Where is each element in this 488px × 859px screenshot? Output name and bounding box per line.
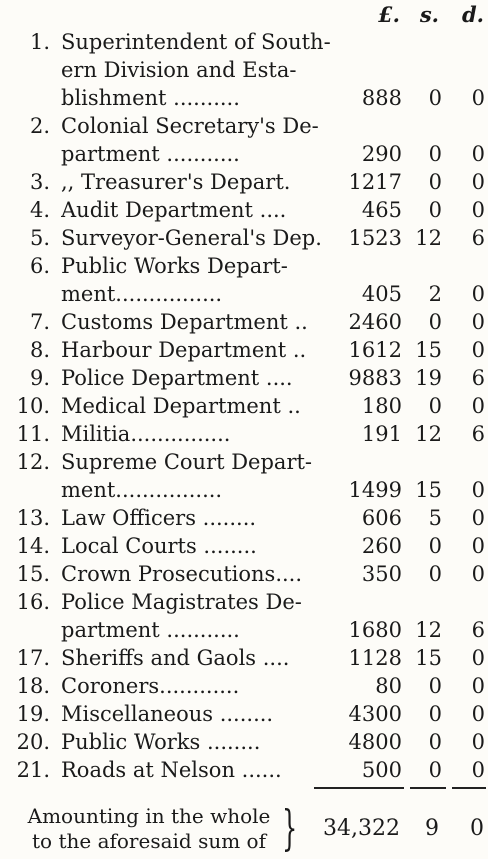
item-shillings: 0	[428, 562, 442, 586]
item-line	[0, 588, 488, 616]
shillings-header: s.	[419, 2, 439, 27]
item-line	[0, 112, 488, 140]
item-pence: 0	[471, 338, 485, 362]
item-line	[0, 364, 488, 392]
item-line	[0, 224, 488, 252]
item-line	[0, 420, 488, 448]
item-description: Roads at Nelson ......	[61, 758, 282, 782]
item-shillings: 2	[428, 282, 442, 306]
item-pounds: 1499	[348, 478, 402, 502]
item-line	[0, 280, 488, 308]
item-pounds: 350	[361, 562, 402, 586]
item-shillings: 15	[415, 646, 442, 670]
item-line	[0, 728, 488, 756]
pence-header: d.	[462, 2, 484, 27]
item-pence: 0	[471, 534, 485, 558]
item-number: 17.	[16, 646, 50, 670]
item-pence: 0	[471, 478, 485, 502]
total-rule-shillings	[410, 787, 446, 789]
item-line	[0, 532, 488, 560]
item-description: Local Courts ........	[61, 534, 257, 558]
item-line	[0, 196, 488, 224]
item-description: ment................	[61, 478, 223, 502]
item-shillings: 0	[428, 674, 442, 698]
item-description: Law Officers ........	[61, 506, 257, 530]
item-pence: 0	[471, 758, 485, 782]
item-description: Medical Department ..	[61, 394, 301, 418]
item-description: Public Works ........	[61, 730, 261, 754]
item-description: partment ...........	[61, 142, 240, 166]
item-number: 6.	[29, 254, 50, 278]
item-pence: 0	[471, 506, 485, 530]
item-shillings: 5	[428, 506, 442, 530]
item-pounds: 500	[361, 758, 402, 782]
item-pounds: 405	[361, 282, 402, 306]
item-line	[0, 336, 488, 364]
item-shillings: 0	[428, 730, 442, 754]
item-number: 21.	[16, 758, 50, 782]
item-line	[0, 28, 488, 56]
pounds-header: £.	[378, 2, 400, 27]
item-description: Superintendent of South-	[61, 30, 331, 54]
item-pence: 6	[471, 618, 485, 642]
item-shillings: 0	[428, 394, 442, 418]
item-number: 14.	[16, 534, 50, 558]
item-description: Police Magistrates De-	[61, 590, 302, 614]
item-shillings: 19	[415, 366, 442, 390]
item-pence: 0	[471, 674, 485, 698]
total-shillings: 9	[425, 816, 439, 841]
brace-icon: }	[282, 800, 298, 856]
item-line	[0, 84, 488, 112]
item-pence: 0	[471, 170, 485, 194]
item-shillings: 0	[428, 758, 442, 782]
item-line	[0, 448, 488, 476]
item-description: Sheriffs and Gaols ....	[61, 646, 290, 670]
item-pounds: 4300	[348, 702, 402, 726]
item-number: 3.	[29, 170, 50, 194]
item-pence: 0	[471, 142, 485, 166]
column-header	[0, 2, 488, 28]
item-description: Coroners............	[61, 674, 240, 698]
item-number: 9.	[29, 366, 50, 390]
item-pounds: 1612	[348, 338, 402, 362]
item-pence: 0	[471, 562, 485, 586]
item-pounds: 9883	[348, 366, 402, 390]
item-number: 4.	[29, 198, 50, 222]
item-line	[0, 644, 488, 672]
total-rule-pounds	[314, 787, 404, 789]
item-description: Customs Department ..	[61, 310, 308, 334]
item-pounds: 2460	[348, 310, 402, 334]
item-description: Surveyor-General's Dep.	[61, 226, 322, 250]
item-number: 19.	[16, 702, 50, 726]
item-line	[0, 700, 488, 728]
item-description: ment................	[61, 282, 223, 306]
item-shillings: 0	[428, 702, 442, 726]
item-pounds: 290	[361, 142, 402, 166]
item-line	[0, 672, 488, 700]
item-pence: 6	[471, 422, 485, 446]
item-description: Crown Prosecutions....	[61, 562, 303, 586]
item-pence: 6	[471, 366, 485, 390]
item-line	[0, 756, 488, 784]
total-label-line1: Amounting in the whole	[27, 804, 271, 828]
item-description: ,, Treasurer's Depart.	[61, 170, 291, 194]
item-pounds: 180	[361, 394, 402, 418]
item-pounds: 191	[361, 422, 402, 446]
item-number: 11.	[16, 422, 50, 446]
item-description: blishment ..........	[61, 86, 240, 110]
item-line	[0, 504, 488, 532]
total-rule-pence	[452, 787, 486, 789]
item-number: 18.	[16, 674, 50, 698]
item-shillings: 12	[415, 422, 442, 446]
item-number: 1.	[29, 30, 50, 54]
item-description: ern Division and Esta-	[61, 58, 297, 82]
item-pounds: 1680	[348, 618, 402, 642]
item-description: Miscellaneous ........	[61, 702, 274, 726]
item-pence: 0	[471, 646, 485, 670]
item-shillings: 15	[415, 478, 442, 502]
item-number: 12.	[16, 450, 50, 474]
item-line	[0, 616, 488, 644]
item-shillings: 12	[415, 618, 442, 642]
item-line	[0, 560, 488, 588]
item-pounds: 606	[361, 506, 402, 530]
item-pounds: 260	[361, 534, 402, 558]
item-line	[0, 140, 488, 168]
item-shillings: 12	[415, 226, 442, 250]
item-pence: 0	[471, 702, 485, 726]
item-pence: 0	[471, 394, 485, 418]
item-pounds: 1523	[348, 226, 402, 250]
item-pounds: 80	[375, 674, 402, 698]
item-number: 2.	[29, 114, 50, 138]
item-number: 13.	[16, 506, 50, 530]
item-number: 5.	[29, 226, 50, 250]
item-description: Police Department ....	[61, 366, 293, 390]
item-shillings: 0	[428, 86, 442, 110]
item-number: 8.	[29, 338, 50, 362]
item-description: partment ...........	[61, 618, 240, 642]
total-pounds: 34,322	[323, 816, 400, 841]
item-line	[0, 476, 488, 504]
item-pounds: 1128	[348, 646, 402, 670]
item-pence: 0	[471, 282, 485, 306]
item-pence: 0	[471, 730, 485, 754]
total-pence: 0	[470, 816, 484, 841]
item-shillings: 0	[428, 142, 442, 166]
item-pence: 0	[471, 198, 485, 222]
item-shillings: 0	[428, 170, 442, 194]
item-pounds: 1217	[348, 170, 402, 194]
item-pence: 0	[471, 86, 485, 110]
item-pounds: 465	[361, 198, 402, 222]
item-description: Supreme Court Depart-	[61, 450, 313, 474]
item-pounds: 888	[361, 86, 402, 110]
total-label-line2: to the aforesaid sum of	[32, 829, 266, 853]
item-shillings: 0	[428, 534, 442, 558]
item-shillings: 15	[415, 338, 442, 362]
item-line	[0, 392, 488, 420]
item-pounds: 4800	[348, 730, 402, 754]
item-description: Audit Department ....	[61, 198, 287, 222]
item-shillings: 0	[428, 310, 442, 334]
item-line	[0, 252, 488, 280]
item-line	[0, 308, 488, 336]
total-label	[14, 804, 284, 854]
item-pence: 0	[471, 310, 485, 334]
item-description: Public Works Depart-	[61, 254, 288, 278]
item-number: 16.	[16, 590, 50, 614]
item-line	[0, 168, 488, 196]
item-number: 7.	[29, 310, 50, 334]
item-shillings: 0	[428, 198, 442, 222]
item-number: 20.	[16, 730, 50, 754]
item-number: 10.	[16, 394, 50, 418]
item-pence: 6	[471, 226, 485, 250]
item-line	[0, 56, 488, 84]
item-description: Harbour Department ..	[61, 338, 307, 362]
item-number: 15.	[16, 562, 50, 586]
item-description: Militia...............	[61, 422, 231, 446]
item-description: Colonial Secretary's De-	[61, 114, 319, 138]
